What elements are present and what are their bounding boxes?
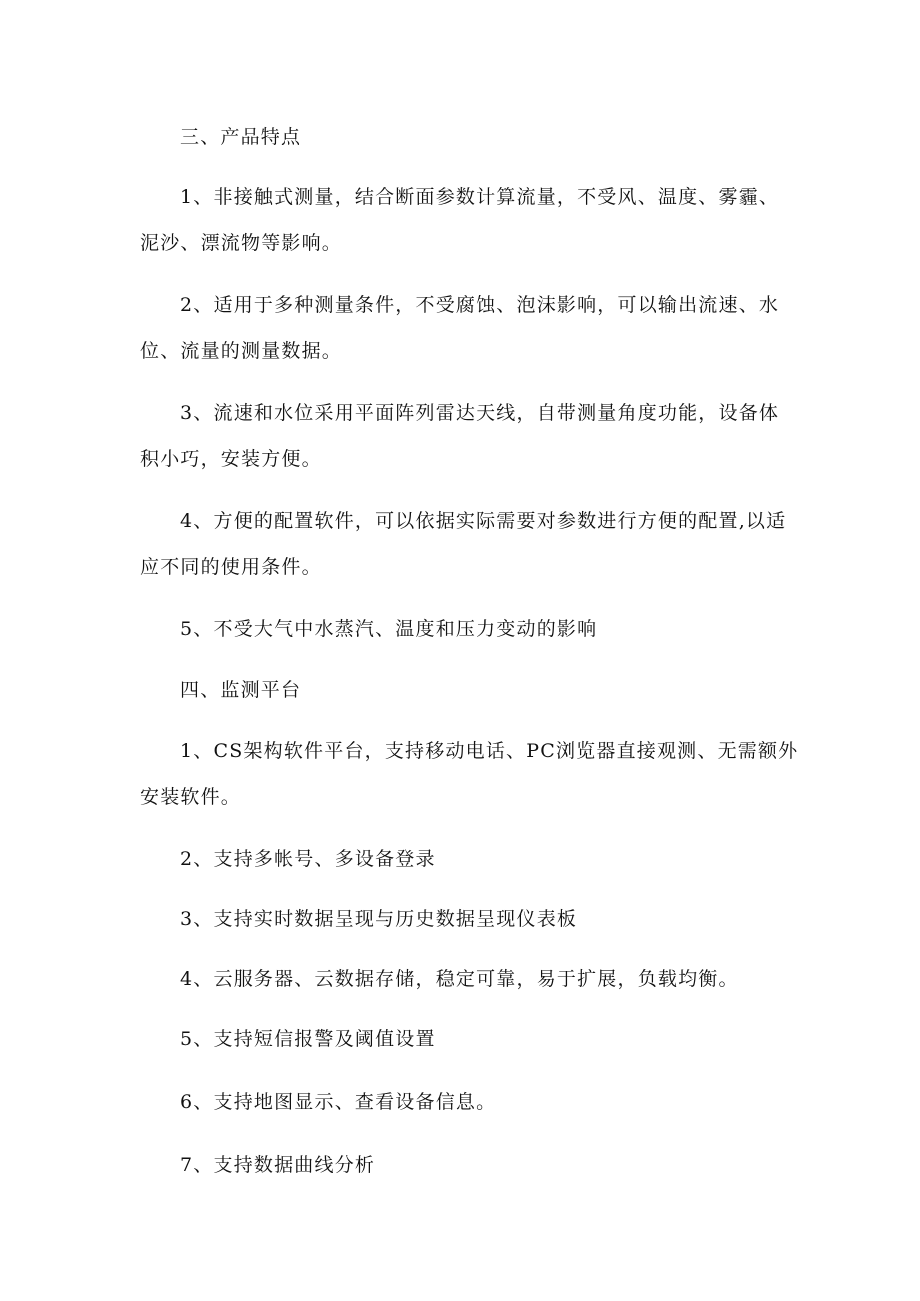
- platform-1-line-2: 安装软件。: [140, 786, 242, 808]
- platform-2: 2、支持多帐号、多设备登录: [180, 848, 436, 870]
- platform-4: 4、云服务器、云数据存储，稳定可靠，易于扩展，负载均衡。: [180, 968, 739, 990]
- section-heading-product-features: 三、产品特点: [180, 126, 302, 148]
- feature-2-line-1: 2、适用于多种测量条件，不受腐蚀、泡沫影响，可以输出流速、水: [180, 294, 780, 316]
- feature-2-line-2: 位、流量的测量数据。: [140, 340, 343, 362]
- feature-5: 5、不受大气中水蒸汽、温度和压力变动的影响: [180, 618, 598, 640]
- platform-3: 3、支持实时数据呈现与历史数据呈现仪表板: [180, 908, 578, 930]
- platform-1-line-1: 1、CS架构软件平台，支持移动电话、PC浏览器直接观测、无需额外: [180, 740, 799, 762]
- feature-3-line-2: 积小巧，安装方便。: [140, 448, 322, 470]
- feature-4-line-2: 应不同的使用条件。: [140, 556, 322, 578]
- platform-5: 5、支持短信报警及阈值设置: [180, 1028, 436, 1050]
- feature-1-line-2: 泥沙、漂流物等影响。: [140, 232, 343, 254]
- platform-7: 7、支持数据曲线分析: [180, 1154, 376, 1176]
- section-heading-monitoring-platform: 四、监测平台: [180, 679, 302, 701]
- platform-6: 6、支持地图显示、查看设备信息。: [180, 1091, 497, 1113]
- feature-3-line-1: 3、流速和水位采用平面阵列雷达天线，自带测量角度功能，设备体: [180, 402, 780, 424]
- feature-4-line-1: 4、方便的配置软件，可以依据实际需要对参数进行方便的配置,以适: [180, 510, 787, 532]
- feature-1-line-1: 1、非接触式测量，结合断面参数计算流量，不受风、温度、雾霾、: [180, 186, 780, 208]
